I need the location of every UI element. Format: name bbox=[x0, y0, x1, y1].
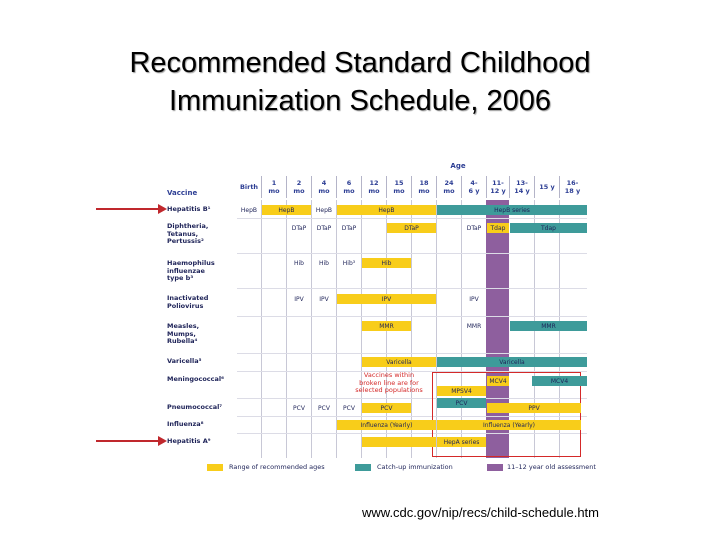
pcv-12-15-mo: PCV bbox=[362, 403, 411, 413]
age-18-mo: 18 mo bbox=[412, 176, 437, 198]
age-13-14-y: 13- 14 y bbox=[510, 176, 535, 198]
dtap-2-mo: DTaP bbox=[291, 224, 307, 232]
legend-recommended: Range of recommended ages bbox=[229, 463, 325, 471]
selected-populations-note: Vaccines within broken line are for selected populations bbox=[355, 371, 423, 394]
age-24-mo: 24 mo bbox=[437, 176, 462, 198]
immunization-schedule-table bbox=[167, 160, 596, 480]
hepb-birth: HepB bbox=[240, 206, 258, 214]
vaccine-hib: Haemophilus influenzae type b³ bbox=[167, 259, 215, 282]
age-6-mo: 6 mo bbox=[337, 176, 362, 198]
ipv-4-mo: IPV bbox=[319, 295, 329, 303]
vaccine-hepatitis-a: Hepatitis A⁹ bbox=[167, 437, 211, 445]
source-url: www.cdc.gov/nip/recs/child-schedule.htm bbox=[362, 505, 599, 520]
hepa-series: HepA series bbox=[437, 437, 486, 447]
dtap-6-mo: DTaP bbox=[341, 224, 357, 232]
mmr-4-6-y: MMR bbox=[466, 322, 482, 330]
tdap-catch-up: Tdap bbox=[510, 223, 587, 233]
legend-recommended-swatch bbox=[207, 464, 223, 471]
hepb-series: HepB series bbox=[437, 205, 587, 215]
age-2-mo: 2 mo bbox=[287, 176, 312, 198]
legend-assessment-swatch bbox=[487, 464, 503, 471]
influenza-24-mo-18-y: Influenza (Yearly) bbox=[437, 420, 581, 430]
tdap-11-12-y: Tdap bbox=[487, 223, 509, 233]
slide-title bbox=[0, 44, 720, 120]
dtap-15-18-mo: DTaP bbox=[387, 223, 436, 233]
hib-6-mo: Hib³ bbox=[342, 259, 356, 267]
title-line-1: Recommended Standard Childhood bbox=[129, 47, 591, 79]
vaccine-header: Vaccine bbox=[167, 189, 198, 197]
hepa-12-24-mo bbox=[362, 437, 436, 447]
ipv-6-18-mo: IPV bbox=[337, 294, 436, 304]
varicella-12-18-mo: Varicella bbox=[362, 357, 436, 367]
vaccine-mmr: Measles, Mumps, Rubella⁴ bbox=[167, 322, 200, 345]
pcv-24-mo: PCV bbox=[437, 398, 486, 408]
pcv-4-mo: PCV bbox=[318, 404, 330, 412]
vaccine-ipv: Inactivated Poliovirus bbox=[167, 294, 209, 310]
age-birth: Birth bbox=[237, 176, 262, 198]
dtap-4-mo: DTaP bbox=[316, 224, 332, 232]
ipv-4-6-y: IPV bbox=[469, 295, 479, 303]
vaccine-influenza: Influenza⁸ bbox=[167, 420, 204, 428]
ppv-selected: PPV bbox=[487, 403, 581, 413]
vaccine-dtap: Diphtheria, Tetanus, Pertussis² bbox=[167, 222, 209, 245]
hepb-1-2-mo: HepB bbox=[262, 205, 311, 215]
hib-2-mo: Hib bbox=[294, 259, 304, 267]
age-11-12-y: 11- 12 y bbox=[487, 176, 510, 198]
mmr-12-15-mo: MMR bbox=[362, 321, 411, 331]
age-1-mo: 1 mo bbox=[262, 176, 287, 198]
vaccine-varicella: Varicella⁵ bbox=[167, 357, 202, 365]
legend-catchup-swatch bbox=[355, 464, 371, 471]
hib-12-15-mo: Hib bbox=[362, 258, 411, 268]
legend-assessment: 11–12 year old assessment bbox=[507, 463, 596, 471]
age-15-y: 15 y bbox=[535, 176, 560, 198]
mpsv4-selected: MPSV4 bbox=[437, 386, 486, 396]
influenza-6-18-mo: Influenza (Yearly) bbox=[337, 420, 436, 430]
age-15-mo: 15 mo bbox=[387, 176, 412, 198]
age-12-mo: 12 mo bbox=[362, 176, 387, 198]
dtap-4-6-y: DTaP bbox=[466, 224, 482, 232]
age-header: Age bbox=[450, 162, 466, 170]
age-16-18-y: 16- 18 y bbox=[564, 179, 581, 195]
mcv4-catch-up: MCV4 bbox=[532, 376, 587, 386]
vaccine-meningococcal: Meningococcal⁶ bbox=[167, 375, 224, 383]
mmr-catch-up: MMR bbox=[510, 321, 587, 331]
pcv-2-mo: PCV bbox=[293, 404, 305, 412]
hib-4-mo: Hib bbox=[319, 259, 329, 267]
title-line-2: Immunization Schedule, 2006 bbox=[168, 85, 552, 117]
ipv-2-mo: IPV bbox=[294, 295, 304, 303]
mcv4-11-12-y: MCV4 bbox=[487, 376, 509, 386]
age-4-6-y: 4- 6 y bbox=[462, 176, 487, 198]
varicella-catch-up: Varicella bbox=[437, 357, 587, 367]
age-4-mo: 4 mo bbox=[312, 176, 337, 198]
pcv-6-mo: PCV bbox=[343, 404, 355, 412]
vaccine-pneumococcal: Pneumococcal⁷ bbox=[167, 403, 223, 411]
hepb-6-18-mo: HepB bbox=[337, 205, 436, 215]
vaccine-hepatitis-b: Hepatitis B¹ bbox=[167, 205, 211, 213]
legend-catchup: Catch-up immunization bbox=[377, 463, 453, 471]
hepb-4-mo: HepB bbox=[315, 206, 333, 214]
